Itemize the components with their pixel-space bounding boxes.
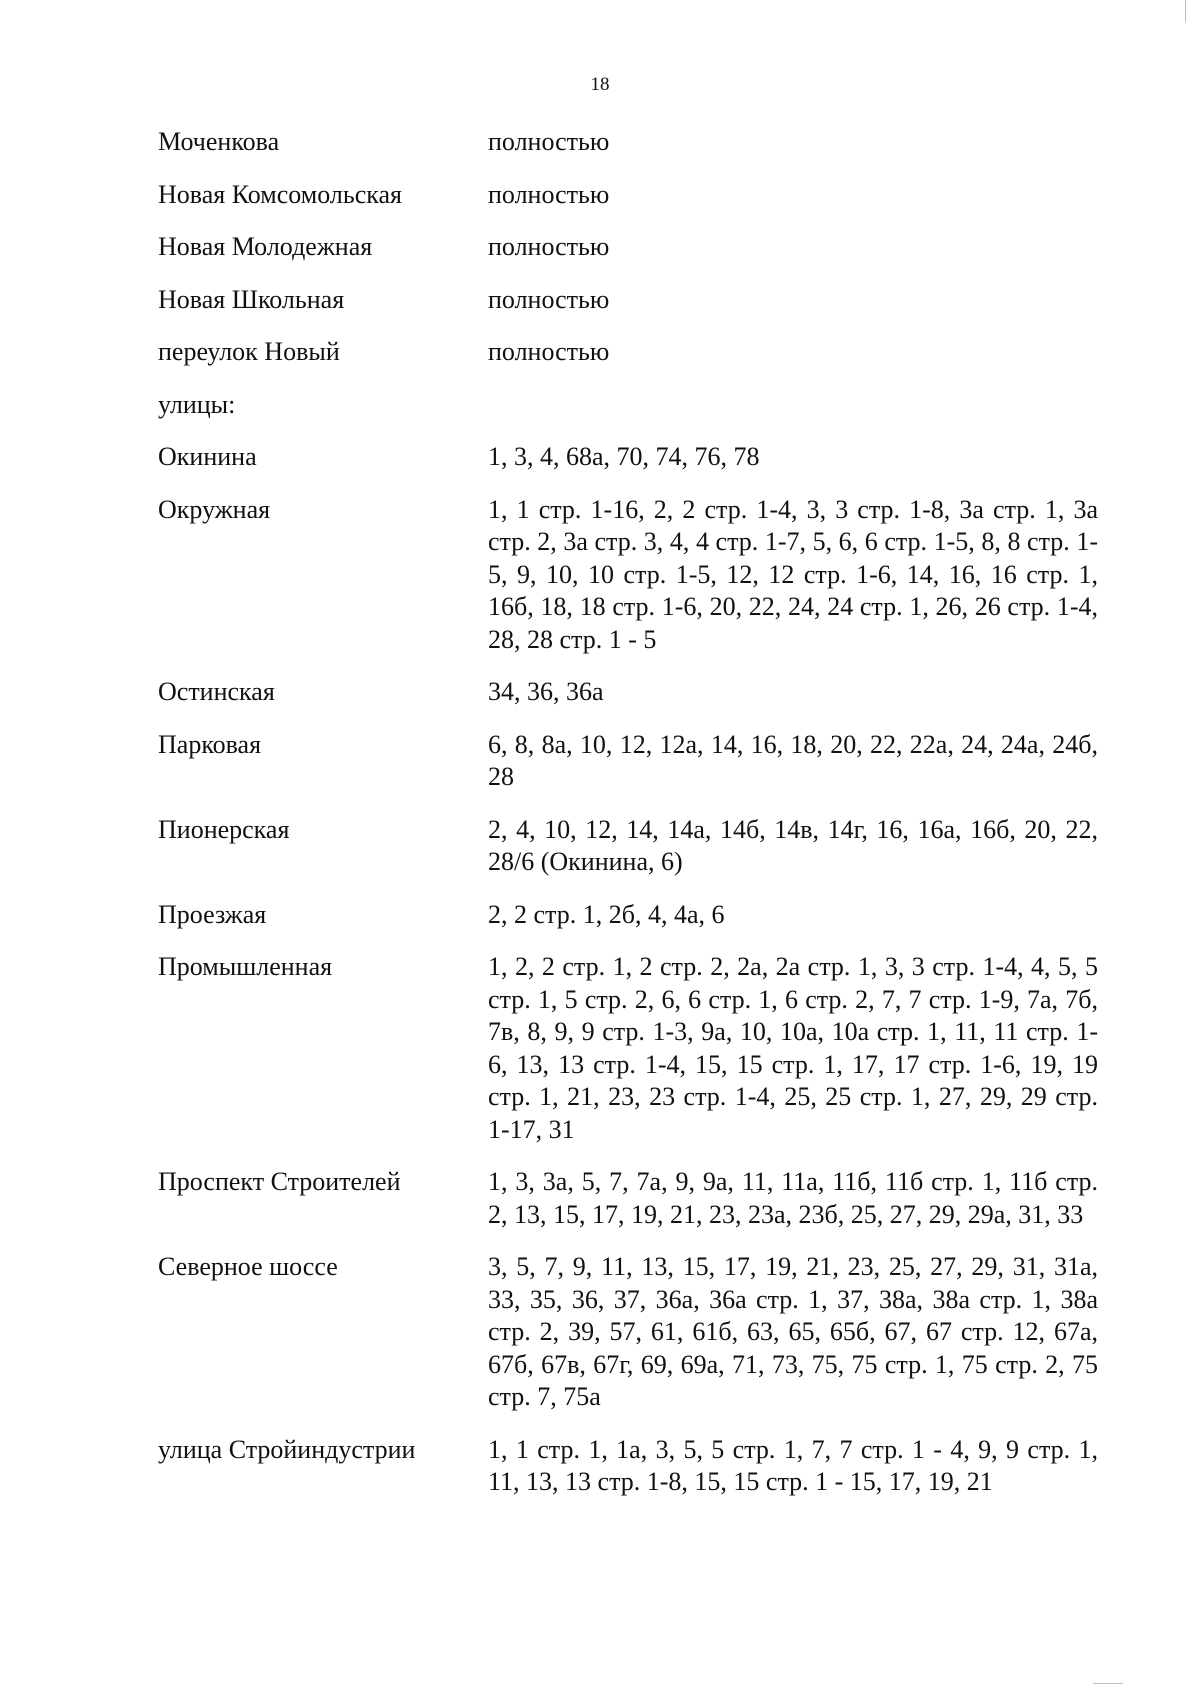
section-heading: улицы: [158, 389, 236, 419]
address-row [158, 494, 1098, 657]
house-numbers: 3, 5, 7, 9, 11, 13, 15, 17, 19, 21, 23, 25, 27, 29, 31, 31а, 33, 35, 36, 37, 36а, 36а стр. 1, 37, 38а, 38а стр. 1, 38а стр. 2, 39, 57, 61, 61б, 63, 65, 65б, 67, 67 стр. 12, 67а, 67б, 67в, 67г, 69, 69а, 71, 73, 75, 75 стр. 1, 75 стр. 2, 75 стр. 7, 75а [488, 1252, 1098, 1411]
address-row [158, 1251, 1098, 1414]
house-numbers: 1, 3, 4, 68а, 70, 74, 76, 78 [488, 442, 760, 471]
house-numbers: полностью [488, 284, 610, 314]
house-numbers: 2, 2 стр. 1, 2б, 4, 4а, 6 [488, 899, 725, 929]
address-list [158, 126, 1098, 1499]
address-row [158, 1166, 1098, 1231]
house-numbers: 1, 1 стр. 1, 1а, 3, 5, 5 стр. 1, 7, 7 стр. 1 - 4, 9, 9 стр. 1, 11, 13, 13 стр. 1-8, 15, 15 стр. 1 - 15, 17, 19, 21 [488, 1434, 1098, 1496]
address-row [158, 231, 1098, 264]
address-row [158, 951, 1098, 1146]
house-numbers: полностью [488, 337, 610, 366]
house-numbers: полностью [488, 179, 610, 209]
house-numbers: 34, 36, 36а [488, 677, 604, 706]
house-numbers: 1, 2, 2 стр. 1, 2 стр. 2, 2а, 2а стр. 1, 3, 3 стр. 1-4, 4, 5, 5 стр. 1, 5 стр. 2, 6, 6 стр. 1, 6 стр. 2, 7, 7 стр. 1-9, 7а, 7б, 7в, 8, 9, 9 стр. 1-3, 9а, 10, 10а, 10а стр. 1, 11, 11 стр. 1-6, 13, 13 стр. 1-4, 15, 15 стр. 1, 17, 17 стр. 1-6, 19, 19 стр. 1, 21, 23, 23 стр. 1-4, 25, 25 стр. 1, 27, 29, 29 стр. 1-17, 31 [488, 952, 1098, 1144]
street-name: улица Стройиндустрии [158, 1434, 416, 1464]
scan-artifact [1185, 0, 1186, 22]
address-row [158, 126, 1098, 159]
house-numbers: 1, 1 стр. 1-16, 2, 2 стр. 1-4, 3, 3 стр. 1-8, 3а стр. 1, 3а стр. 2, 3а стр. 3, 4, 4 стр. 1-7, 5, 6, 6 стр. 1-5, 8, 8 стр. 1-5, 9, 10, 10 стр. 1-5, 12, 12 стр. 1-6, 14, 16, 16 стр. 1, 16б, 18, 18 стр. 1-6, 20, 22, 24, 24 стр. 1, 26, 26 стр. 1-4, 28, 28 стр. 1 - 5 [488, 494, 1098, 654]
street-name: Новая Комсомольская [158, 179, 402, 209]
street-name: Северное шоссе [158, 1252, 338, 1281]
street-name: Пионерская [158, 814, 290, 844]
street-name: Окинина [158, 442, 257, 471]
street-name: Промышленная [158, 952, 333, 981]
section-heading-row [158, 389, 1098, 422]
street-name: Новая Молодежная [158, 232, 373, 261]
house-numbers: полностью [488, 127, 610, 156]
street-name: Окружная [158, 494, 271, 524]
street-name: переулок Новый [158, 337, 340, 366]
address-row [158, 899, 1098, 932]
address-row [158, 179, 1098, 212]
address-row [158, 729, 1098, 794]
house-numbers: 2, 4, 10, 12, 14, 14а, 14б, 14в, 14г, 16, 16а, 16б, 20, 22, 28/6 (Окинина, 6) [488, 814, 1098, 876]
page-number: 18 [590, 74, 610, 95]
street-name: Проезжая [158, 899, 267, 929]
street-name: Новая Школьная [158, 284, 345, 314]
house-numbers: полностью [488, 232, 610, 261]
street-name: Парковая [158, 729, 262, 759]
address-row [158, 1434, 1098, 1499]
address-row [158, 336, 1098, 369]
address-row [158, 814, 1098, 879]
street-name: Остинская [158, 677, 275, 706]
address-row [158, 284, 1098, 317]
address-row [158, 441, 1098, 474]
house-numbers: 1, 3, 3а, 5, 7, 7а, 9, 9а, 11, 11а, 11б, 11б стр. 1, 11б стр. 2, 13, 15, 17, 19, 21, 23, 23а, 23б, 25, 27, 29, 29а, 31, 33 [488, 1167, 1098, 1229]
house-numbers: 6, 8, 8а, 10, 12, 12а, 14, 16, 18, 20, 22, 22а, 24, 24а, 24б, 28 [488, 729, 1098, 791]
street-name: Проспект Строителей [158, 1167, 401, 1196]
street-name: Моченкова [158, 127, 280, 156]
scan-artifact [1093, 1683, 1123, 1684]
address-row [158, 676, 1098, 709]
